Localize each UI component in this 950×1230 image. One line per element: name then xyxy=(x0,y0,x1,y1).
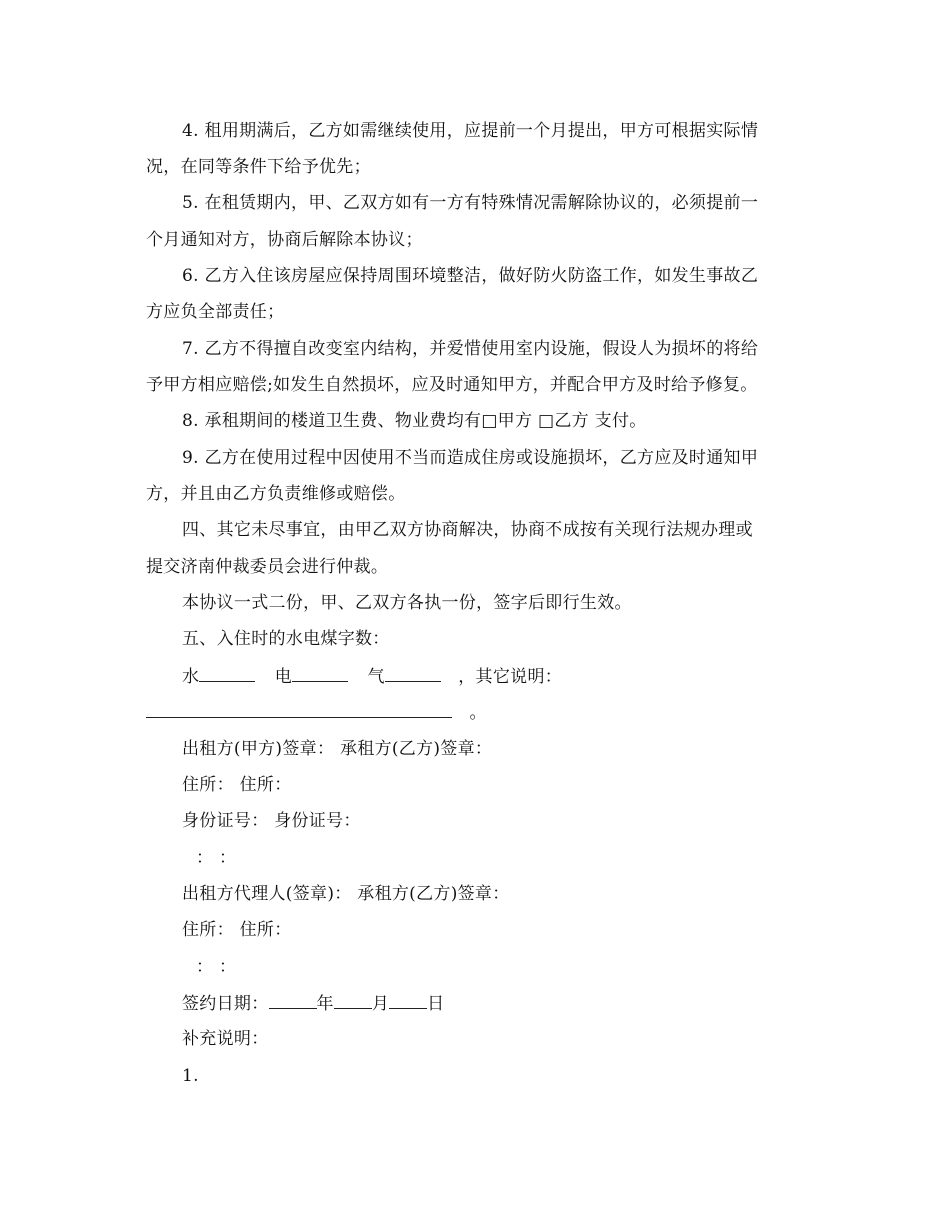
clause-8-line-1: 8. 承租期间的楼道卫生费、物业费均有□甲方 □乙方 支付。 xyxy=(182,411,647,431)
section-5-title: 五、入住时的水电煤字数： xyxy=(182,629,390,649)
gas-reading-blank[interactable] xyxy=(385,665,441,682)
electric-label: 电 xyxy=(274,667,293,687)
signing-date-label: 签约日期： xyxy=(182,994,269,1014)
clause-5-line-2: 个月通知对方，协商后解除本协议； xyxy=(146,230,423,250)
clause-6-line-1: 6. 乙方入住该房屋应保持周围环境整洁，做好防火防盗工作，如发生事故乙 xyxy=(182,266,759,286)
electric-reading-blank[interactable] xyxy=(292,665,348,682)
agent-signature-row: 出租方代理人(签章)： 承租方(乙方)签章： xyxy=(182,884,510,904)
year-blank[interactable] xyxy=(269,992,317,1009)
year-label: 年 xyxy=(316,994,334,1014)
address-row-2: 住所： 住所： xyxy=(182,920,292,940)
id-number-row: 身份证号： 身份证号： xyxy=(182,811,361,831)
supplement-label: 补充说明： xyxy=(182,1029,269,1049)
month-blank[interactable] xyxy=(334,992,372,1009)
gas-label: 气 xyxy=(367,667,385,687)
section-4-line-1: 四、其它未尽事宜，由甲乙双方协商解决，协商不成按有关现行法规办理或 xyxy=(182,520,753,540)
end-mark: 。 xyxy=(469,703,487,723)
day-label: 日 xyxy=(427,994,445,1014)
clause-5-line-1: 5. 在租赁期内，甲、乙双方如有一方有特殊情况需解除协议的，必须提前一 xyxy=(182,193,759,213)
meter-readings-row xyxy=(182,665,562,687)
section-4-line-2: 提交济南仲裁委员会进行仲裁。 xyxy=(146,557,389,577)
clause-9-line-1: 9. 乙方在使用过程中因使用不当而造成住房或设施损坏，乙方应及时通知甲 xyxy=(182,448,759,468)
clause-9-line-2: 方，并且由乙方负责维修或赔偿。 xyxy=(146,484,406,504)
clause-4-line-1: 4. 租用期满后，乙方如需继续使用，应提前一个月提出，甲方可根据实际情 xyxy=(182,121,759,141)
clause-7-line-2: 予甲方相应赔偿;如发生自然损坏，应及时通知甲方，并配合甲方及时给予修复。 xyxy=(146,375,758,395)
colon-row-2: ： ： xyxy=(196,957,237,977)
colon-row-1: ： ： xyxy=(196,848,237,868)
copies-statement: 本协议一式二份，甲、乙双方各执一份，签字后即行生效。 xyxy=(182,593,632,613)
clause-4-line-2: 况，在同等条件下给予优先； xyxy=(146,157,371,177)
other-notes-row xyxy=(146,701,487,723)
water-reading-blank[interactable] xyxy=(199,665,255,682)
supplement-item-1: 1. xyxy=(182,1066,199,1086)
clause-6-line-2: 方应负全部责任； xyxy=(146,302,285,322)
other-notes-label: ，其它说明： xyxy=(458,667,563,687)
water-label: 水 xyxy=(182,667,200,687)
signing-date-row xyxy=(182,992,444,1014)
address-row-1: 住所： 住所： xyxy=(182,775,292,795)
day-blank[interactable] xyxy=(389,992,427,1009)
other-notes-blank[interactable] xyxy=(146,701,452,718)
clause-7-line-1: 7. 乙方不得擅自改变室内结构，并爱惜使用室内设施，假设人为损坏的将给 xyxy=(182,339,759,359)
month-label: 月 xyxy=(371,994,390,1014)
lessor-lessee-signature: 出租方(甲方)签章： 承租方(乙方)签章： xyxy=(182,739,493,759)
